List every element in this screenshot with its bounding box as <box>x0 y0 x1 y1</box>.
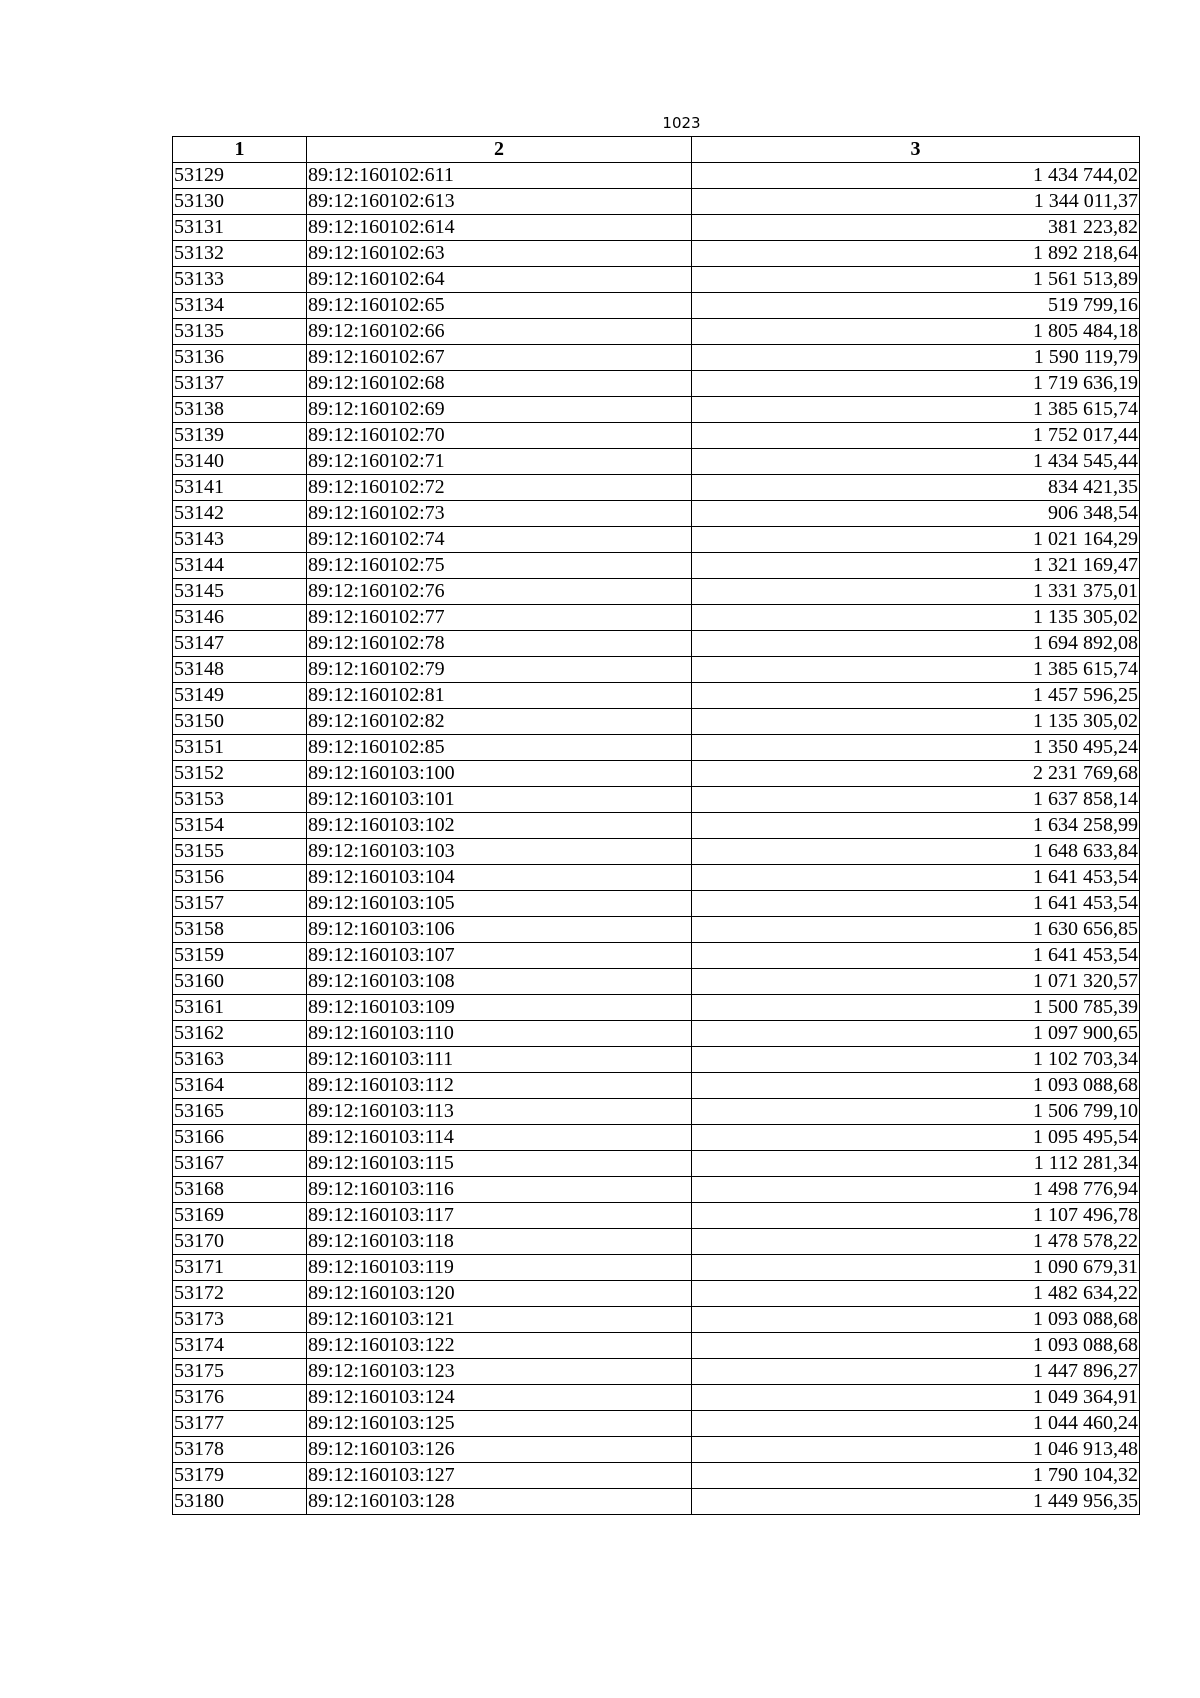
cadastral-value-cell: 1 630 656,85 <box>692 917 1140 943</box>
row-number-cell: 53177 <box>173 1411 307 1437</box>
cadastral-number-cell: 89:12:160102:614 <box>307 215 692 241</box>
column-header-2: 2 <box>307 137 692 163</box>
table-row <box>173 1073 1140 1099</box>
row-number-cell: 53154 <box>173 813 307 839</box>
cadastral-value-cell: 1 331 375,01 <box>692 579 1140 605</box>
cadastral-value-cell: 1 478 578,22 <box>692 1229 1140 1255</box>
cadastral-value-cell: 1 637 858,14 <box>692 787 1140 813</box>
cadastral-number-cell: 89:12:160103:106 <box>307 917 692 943</box>
cadastral-value-cell: 1 135 305,02 <box>692 709 1140 735</box>
table-row <box>173 709 1140 735</box>
row-number-cell: 53133 <box>173 267 307 293</box>
cadastral-number-cell: 89:12:160102:66 <box>307 319 692 345</box>
cadastral-number-cell: 89:12:160103:110 <box>307 1021 692 1047</box>
row-number-cell: 53155 <box>173 839 307 865</box>
cadastral-number-cell: 89:12:160102:70 <box>307 423 692 449</box>
cadastral-number-cell: 89:12:160102:611 <box>307 163 692 189</box>
cadastral-value-cell: 1 102 703,34 <box>692 1047 1140 1073</box>
table-row <box>173 215 1140 241</box>
row-number-cell: 53129 <box>173 163 307 189</box>
table-row <box>173 1385 1140 1411</box>
table-row <box>173 293 1140 319</box>
row-number-cell: 53174 <box>173 1333 307 1359</box>
table-row <box>173 267 1140 293</box>
cadastral-value-cell: 1 093 088,68 <box>692 1333 1140 1359</box>
row-number-cell: 53158 <box>173 917 307 943</box>
cadastral-number-cell: 89:12:160103:117 <box>307 1203 692 1229</box>
cadastral-value-cell: 1 071 320,57 <box>692 969 1140 995</box>
row-number-cell: 53143 <box>173 527 307 553</box>
cadastral-number-cell: 89:12:160102:78 <box>307 631 692 657</box>
table-row <box>173 345 1140 371</box>
cadastral-value-cell: 1 046 913,48 <box>692 1437 1140 1463</box>
row-number-cell: 53164 <box>173 1073 307 1099</box>
table-row <box>173 605 1140 631</box>
row-number-cell: 53135 <box>173 319 307 345</box>
cadastral-number-cell: 89:12:160103:124 <box>307 1385 692 1411</box>
table-row <box>173 813 1140 839</box>
table-row <box>173 1463 1140 1489</box>
table-row <box>173 1255 1140 1281</box>
row-number-cell: 53165 <box>173 1099 307 1125</box>
table-row <box>173 527 1140 553</box>
table-row <box>173 501 1140 527</box>
cadastral-value-cell: 1 590 119,79 <box>692 345 1140 371</box>
cadastral-value-cell: 1 385 615,74 <box>692 397 1140 423</box>
row-number-cell: 53145 <box>173 579 307 605</box>
row-number-cell: 53153 <box>173 787 307 813</box>
table-row <box>173 189 1140 215</box>
table-row <box>173 1281 1140 1307</box>
table-row <box>173 657 1140 683</box>
cadastral-number-cell: 89:12:160103:128 <box>307 1489 692 1515</box>
row-number-cell: 53170 <box>173 1229 307 1255</box>
cadastral-value-cell: 1 093 088,68 <box>692 1307 1140 1333</box>
cadastral-number-cell: 89:12:160102:75 <box>307 553 692 579</box>
table-row <box>173 969 1140 995</box>
column-header-3: 3 <box>692 137 1140 163</box>
cadastral-value-cell: 1 648 633,84 <box>692 839 1140 865</box>
row-number-cell: 53168 <box>173 1177 307 1203</box>
cadastral-number-cell: 89:12:160102:73 <box>307 501 692 527</box>
cadastral-value-cell: 1 561 513,89 <box>692 267 1140 293</box>
row-number-cell: 53152 <box>173 761 307 787</box>
row-number-cell: 53167 <box>173 1151 307 1177</box>
cadastral-number-cell: 89:12:160103:103 <box>307 839 692 865</box>
cadastral-number-cell: 89:12:160103:102 <box>307 813 692 839</box>
row-number-cell: 53162 <box>173 1021 307 1047</box>
cadastral-value-cell: 1 449 956,35 <box>692 1489 1140 1515</box>
cadastral-value-cell: 1 500 785,39 <box>692 995 1140 1021</box>
cadastral-value-cell: 834 421,35 <box>692 475 1140 501</box>
row-number-cell: 53139 <box>173 423 307 449</box>
cadastral-value-cell: 1 021 164,29 <box>692 527 1140 553</box>
row-number-cell: 53173 <box>173 1307 307 1333</box>
cadastral-number-cell: 89:12:160102:63 <box>307 241 692 267</box>
cadastral-number-cell: 89:12:160103:109 <box>307 995 692 1021</box>
row-number-cell: 53140 <box>173 449 307 475</box>
cadastral-value-cell: 1 498 776,94 <box>692 1177 1140 1203</box>
row-number-cell: 53148 <box>173 657 307 683</box>
table-row <box>173 761 1140 787</box>
cadastral-value-cell: 1 044 460,24 <box>692 1411 1140 1437</box>
cadastral-value-cell: 1 434 744,02 <box>692 163 1140 189</box>
row-number-cell: 53172 <box>173 1281 307 1307</box>
row-number-cell: 53134 <box>173 293 307 319</box>
cadastral-number-cell: 89:12:160103:121 <box>307 1307 692 1333</box>
row-number-cell: 53180 <box>173 1489 307 1515</box>
table-row <box>173 891 1140 917</box>
row-number-cell: 53156 <box>173 865 307 891</box>
cadastral-number-cell: 89:12:160103:113 <box>307 1099 692 1125</box>
cadastral-number-cell: 89:12:160103:126 <box>307 1437 692 1463</box>
row-number-cell: 53146 <box>173 605 307 631</box>
cadastral-value-cell: 1 892 218,64 <box>692 241 1140 267</box>
cadastral-value-cell: 1 093 088,68 <box>692 1073 1140 1099</box>
cadastral-value-cell: 1 321 169,47 <box>692 553 1140 579</box>
cadastral-number-cell: 89:12:160102:67 <box>307 345 692 371</box>
cadastral-value-cell: 2 231 769,68 <box>692 761 1140 787</box>
cadastral-value-cell: 1 090 679,31 <box>692 1255 1140 1281</box>
cadastral-value-cell: 1 107 496,78 <box>692 1203 1140 1229</box>
row-number-cell: 53150 <box>173 709 307 735</box>
table-header-row <box>173 137 1140 163</box>
table-row <box>173 631 1140 657</box>
cadastral-number-cell: 89:12:160102:64 <box>307 267 692 293</box>
table-row <box>173 371 1140 397</box>
cadastral-value-cell: 1 641 453,54 <box>692 943 1140 969</box>
row-number-cell: 53142 <box>173 501 307 527</box>
cadastral-value-cell: 1 482 634,22 <box>692 1281 1140 1307</box>
cadastral-number-cell: 89:12:160103:125 <box>307 1411 692 1437</box>
cadastral-value-cell: 519 799,16 <box>692 293 1140 319</box>
row-number-cell: 53175 <box>173 1359 307 1385</box>
cadastral-number-cell: 89:12:160103:101 <box>307 787 692 813</box>
cadastral-value-cell: 1 095 495,54 <box>692 1125 1140 1151</box>
table-row <box>173 917 1140 943</box>
cadastral-number-cell: 89:12:160103:104 <box>307 865 692 891</box>
cadastral-value-table <box>172 136 1140 1515</box>
table-row <box>173 995 1140 1021</box>
cadastral-value-cell: 1 135 305,02 <box>692 605 1140 631</box>
cadastral-number-cell: 89:12:160102:72 <box>307 475 692 501</box>
row-number-cell: 53130 <box>173 189 307 215</box>
table-row <box>173 865 1140 891</box>
row-number-cell: 53166 <box>173 1125 307 1151</box>
cadastral-value-cell: 1 719 636,19 <box>692 371 1140 397</box>
cadastral-number-cell: 89:12:160102:71 <box>307 449 692 475</box>
table-row <box>173 735 1140 761</box>
cadastral-number-cell: 89:12:160103:105 <box>307 891 692 917</box>
cadastral-value-cell: 1 097 900,65 <box>692 1021 1140 1047</box>
cadastral-value-cell: 1 112 281,34 <box>692 1151 1140 1177</box>
cadastral-number-cell: 89:12:160102:613 <box>307 189 692 215</box>
row-number-cell: 53176 <box>173 1385 307 1411</box>
table-row <box>173 1229 1140 1255</box>
table-row <box>173 1203 1140 1229</box>
table-row <box>173 1437 1140 1463</box>
cadastral-number-cell: 89:12:160103:100 <box>307 761 692 787</box>
cadastral-number-cell: 89:12:160103:112 <box>307 1073 692 1099</box>
cadastral-value-cell: 1 350 495,24 <box>692 735 1140 761</box>
cadastral-number-cell: 89:12:160103:127 <box>307 1463 692 1489</box>
column-header-1: 1 <box>173 137 307 163</box>
cadastral-number-cell: 89:12:160102:69 <box>307 397 692 423</box>
cadastral-value-cell: 1 447 896,27 <box>692 1359 1140 1385</box>
row-number-cell: 53137 <box>173 371 307 397</box>
page-number: 1023 <box>662 114 701 132</box>
cadastral-number-cell: 89:12:160102:65 <box>307 293 692 319</box>
cadastral-number-cell: 89:12:160103:115 <box>307 1151 692 1177</box>
cadastral-number-cell: 89:12:160103:107 <box>307 943 692 969</box>
table-row <box>173 1177 1140 1203</box>
cadastral-value-cell: 1 385 615,74 <box>692 657 1140 683</box>
cadastral-value-cell: 1 641 453,54 <box>692 865 1140 891</box>
table-body <box>173 163 1140 1515</box>
cadastral-number-cell: 89:12:160102:82 <box>307 709 692 735</box>
cadastral-number-cell: 89:12:160102:74 <box>307 527 692 553</box>
row-number-cell: 53144 <box>173 553 307 579</box>
cadastral-number-cell: 89:12:160102:79 <box>307 657 692 683</box>
row-number-cell: 53161 <box>173 995 307 1021</box>
cadastral-value-cell: 1 805 484,18 <box>692 319 1140 345</box>
cadastral-number-cell: 89:12:160103:118 <box>307 1229 692 1255</box>
table-row <box>173 1047 1140 1073</box>
cadastral-number-cell: 89:12:160103:119 <box>307 1255 692 1281</box>
cadastral-value-cell: 1 641 453,54 <box>692 891 1140 917</box>
cadastral-value-cell: 1 634 258,99 <box>692 813 1140 839</box>
row-number-cell: 53141 <box>173 475 307 501</box>
table-row <box>173 943 1140 969</box>
cadastral-value-cell: 1 457 596,25 <box>692 683 1140 709</box>
row-number-cell: 53147 <box>173 631 307 657</box>
cadastral-number-cell: 89:12:160102:85 <box>307 735 692 761</box>
row-number-cell: 53151 <box>173 735 307 761</box>
table-row <box>173 163 1140 189</box>
table-row <box>173 1333 1140 1359</box>
cadastral-number-cell: 89:12:160103:120 <box>307 1281 692 1307</box>
cadastral-number-cell: 89:12:160103:111 <box>307 1047 692 1073</box>
cadastral-value-cell: 1 790 104,32 <box>692 1463 1140 1489</box>
table-row <box>173 423 1140 449</box>
row-number-cell: 53149 <box>173 683 307 709</box>
row-number-cell: 53178 <box>173 1437 307 1463</box>
table-row <box>173 839 1140 865</box>
table-row <box>173 1099 1140 1125</box>
table-row <box>173 787 1140 813</box>
table-row <box>173 553 1140 579</box>
row-number-cell: 53138 <box>173 397 307 423</box>
cadastral-value-cell: 1 506 799,10 <box>692 1099 1140 1125</box>
table-row <box>173 1489 1140 1515</box>
table-row <box>173 397 1140 423</box>
table-row <box>173 319 1140 345</box>
table-row <box>173 1125 1140 1151</box>
table-row <box>173 241 1140 267</box>
row-number-cell: 53171 <box>173 1255 307 1281</box>
cadastral-number-cell: 89:12:160103:116 <box>307 1177 692 1203</box>
cadastral-number-cell: 89:12:160102:68 <box>307 371 692 397</box>
cadastral-number-cell: 89:12:160103:122 <box>307 1333 692 1359</box>
table-row <box>173 1411 1140 1437</box>
cadastral-number-cell: 89:12:160103:114 <box>307 1125 692 1151</box>
cadastral-value-cell: 1 752 017,44 <box>692 423 1140 449</box>
table-row <box>173 1307 1140 1333</box>
table-row <box>173 449 1140 475</box>
table-row <box>173 475 1140 501</box>
row-number-cell: 53159 <box>173 943 307 969</box>
table-row <box>173 683 1140 709</box>
table-row <box>173 579 1140 605</box>
cadastral-value-cell: 1 344 011,37 <box>692 189 1140 215</box>
cadastral-number-cell: 89:12:160102:81 <box>307 683 692 709</box>
cadastral-value-cell: 1 434 545,44 <box>692 449 1140 475</box>
cadastral-value-cell: 1 694 892,08 <box>692 631 1140 657</box>
row-number-cell: 53169 <box>173 1203 307 1229</box>
cadastral-number-cell: 89:12:160102:76 <box>307 579 692 605</box>
row-number-cell: 53132 <box>173 241 307 267</box>
cadastral-value-cell: 381 223,82 <box>692 215 1140 241</box>
table-row <box>173 1359 1140 1385</box>
row-number-cell: 53131 <box>173 215 307 241</box>
table-row <box>173 1021 1140 1047</box>
cadastral-number-cell: 89:12:160102:77 <box>307 605 692 631</box>
row-number-cell: 53179 <box>173 1463 307 1489</box>
row-number-cell: 53136 <box>173 345 307 371</box>
row-number-cell: 53157 <box>173 891 307 917</box>
row-number-cell: 53160 <box>173 969 307 995</box>
cadastral-value-cell: 906 348,54 <box>692 501 1140 527</box>
row-number-cell: 53163 <box>173 1047 307 1073</box>
cadastral-number-cell: 89:12:160103:108 <box>307 969 692 995</box>
table-row <box>173 1151 1140 1177</box>
cadastral-number-cell: 89:12:160103:123 <box>307 1359 692 1385</box>
cadastral-value-cell: 1 049 364,91 <box>692 1385 1140 1411</box>
